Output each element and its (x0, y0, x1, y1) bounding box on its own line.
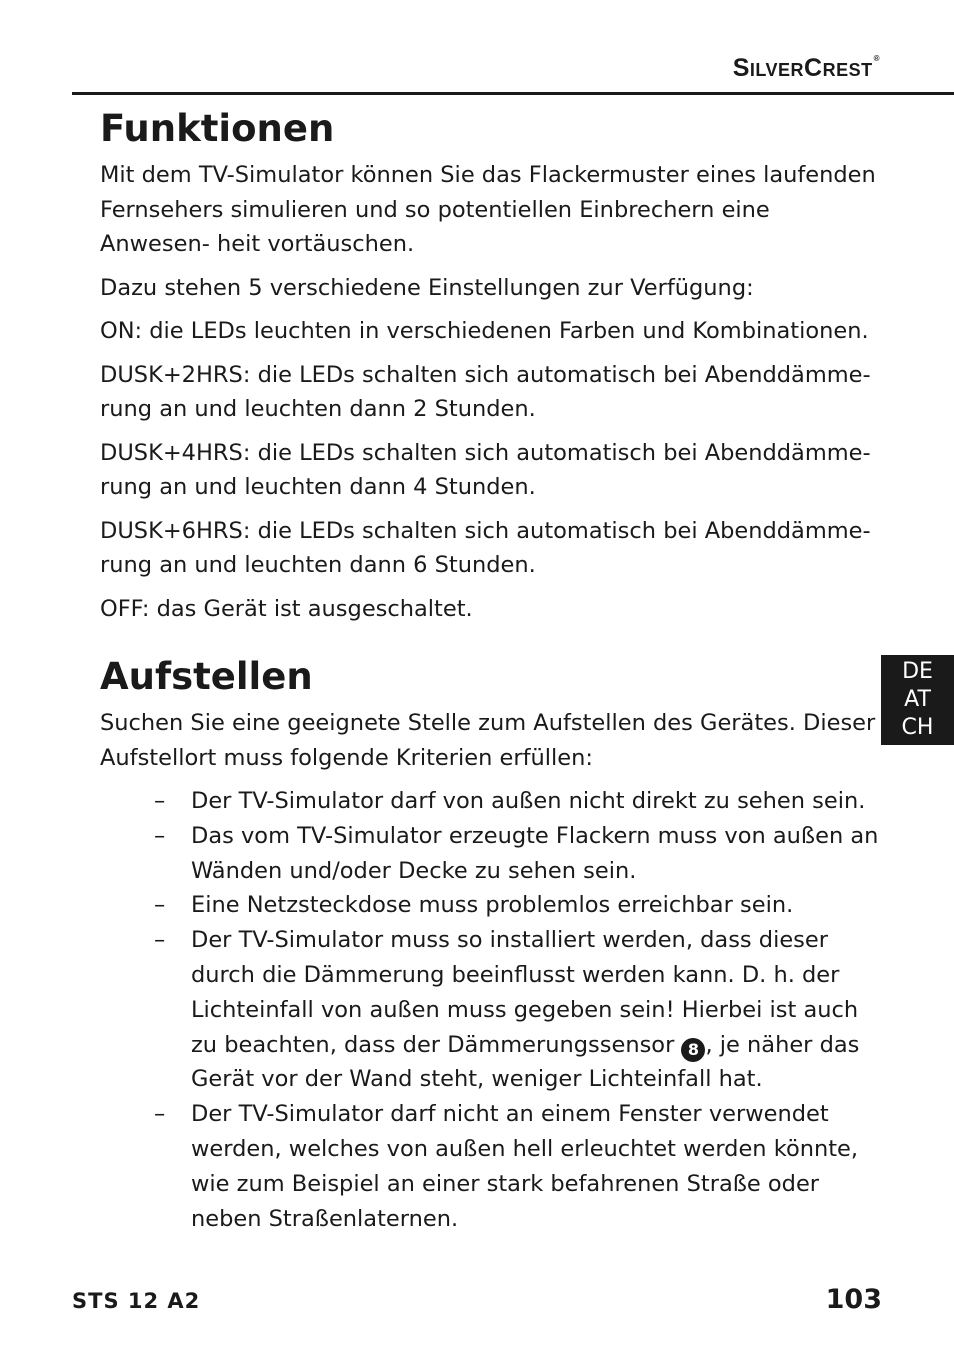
list-item (100, 784, 880, 819)
list-item (100, 923, 880, 1097)
paragraph: ON: die LEDs leuchten in verschiedenen Farben und Kombinationen. (100, 318, 869, 344)
list-item (100, 1097, 880, 1236)
paragraph: Suchen Sie eine geeignete Stelle zum Aufstellen des Gerätes. Dieser Aufstellort muss folgende Kriterien erfüllen: (100, 710, 876, 771)
section-title-funktionen: Funktionen (100, 107, 335, 150)
dash-marker: – (154, 927, 166, 954)
model-number: STS 12 A2 (72, 1289, 201, 1313)
list-item-text: Der TV-Simulator darf nicht an einem Fenster verwendet werden, welches von außen hell erleuchtet werden könnte, wie zum Beispiel an einer stark befahrenen Straße oder neben Straßenlaternen. (191, 1101, 859, 1232)
registered-mark: ® (873, 54, 880, 63)
brand-name: SilverCrest (732, 54, 873, 82)
paragraph: DUSK+4HRS: die LEDs schalten sich automatisch bei Abenddämme- rung an und leuchten dann 4 Stunden. (100, 439, 871, 500)
paragraph: DUSK+2HRS: die LEDs schalten sich automatisch bei Abenddämme- rung an und leuchten dann 2 Stunden. (100, 361, 871, 422)
list-item-text: Der TV-Simulator muss so installiert werden, dass dieser durch die Dämmerung beeinflusst werden kann. D. h. der Lichteinfall von außen muss gegeben sein! Hierbei ist auch zu beachten, dass der Dämmerungssensor (191, 927, 859, 1058)
paragraph: Mit dem TV-Simulator können Sie das Flackermuster eines laufenden Fernsehers simulieren und so potentiellen Einbrechern eine Anwesen- heit vortäuschen. (100, 162, 876, 257)
paragraph: DUSK+6HRS: die LEDs schalten sich automatisch bei Abenddämme- rung an und leuchten dann 6 Stunden. (100, 517, 871, 578)
sensor-reference-badge: 8 (681, 1038, 705, 1062)
dash-marker: – (154, 822, 166, 849)
section-title-aufstellen: Aufstellen (100, 655, 313, 698)
list-item-text: Das vom TV-Simulator erzeugte Flackern muss von außen an Wänden und/oder Decke zu sehen sein. (191, 822, 879, 884)
list-item-text: Eine Netzsteckdose muss problemlos erreichbar sein. (191, 892, 794, 919)
language-at: AT (904, 687, 931, 712)
dash-marker: – (154, 788, 166, 814)
language-ch: CH (901, 715, 934, 740)
list-item-text: , je näher das Gerät vor der Wand steht, weniger Lichteinfall hat. (191, 1031, 860, 1093)
dash-marker: – (154, 1101, 166, 1128)
brand-logo (733, 54, 880, 83)
page-content (100, 104, 880, 1236)
language-de: DE (902, 659, 933, 684)
dash-marker: – (154, 892, 166, 919)
page-number: 103 (825, 1284, 882, 1315)
list-item (100, 819, 880, 889)
language-tab (881, 655, 954, 745)
header-rule (72, 92, 954, 95)
paragraph: OFF: das Gerät ist ausgeschaltet. (100, 595, 473, 622)
criteria-list (100, 784, 880, 1236)
list-item (100, 888, 880, 923)
list-item-text: Der TV-Simulator darf von außen nicht direkt zu sehen sein. (191, 788, 866, 814)
paragraph: Dazu stehen 5 verschiedene Einstellungen zur Verfügung: (100, 274, 754, 301)
